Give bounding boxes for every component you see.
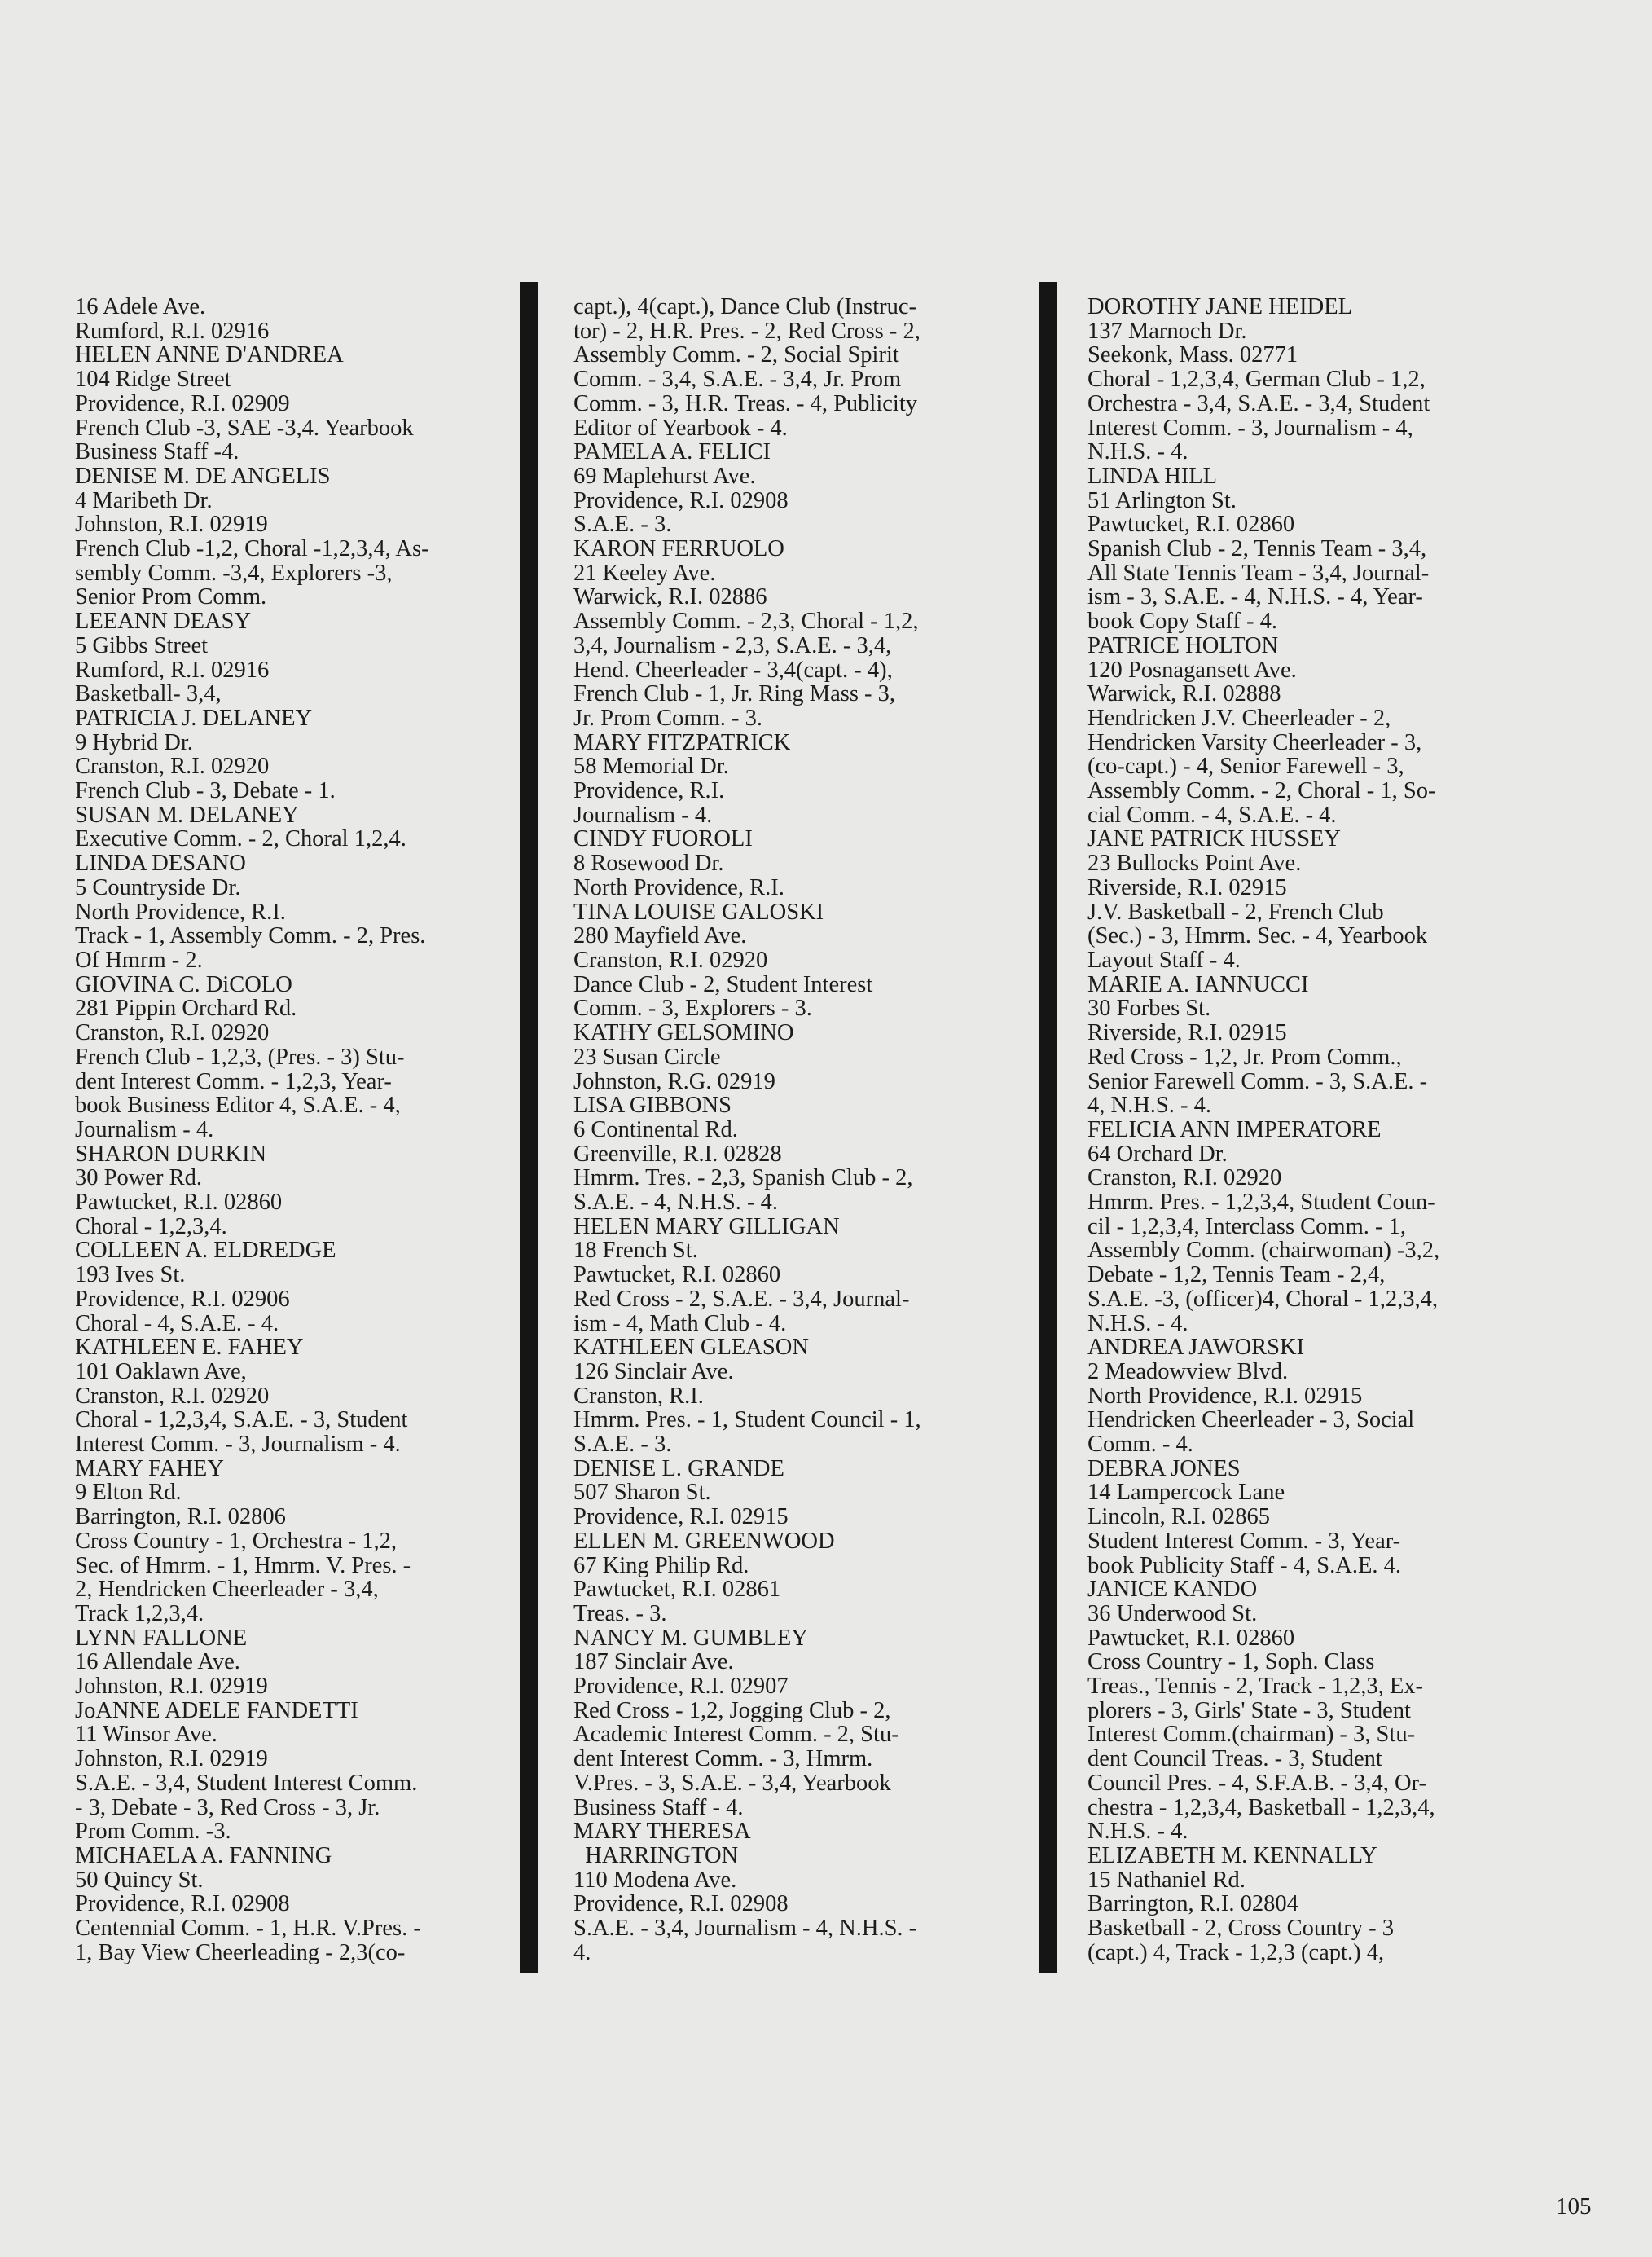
directory-line: S.A.E. - 3,4, Student Interest Comm. xyxy=(75,1770,418,1796)
directory-line: MARY FITZPATRICK xyxy=(573,729,791,755)
directory-line: Hendricken Varsity Cheerleader - 3, xyxy=(1087,729,1422,755)
directory-line: 3,4, Journalism - 2,3, S.A.E. - 3,4, xyxy=(573,632,892,658)
directory-line: North Providence, R.I. xyxy=(75,899,286,925)
directory-line: Lincoln, R.I. 02865 xyxy=(1087,1504,1271,1530)
directory-line: Riverside, R.I. 02915 xyxy=(1087,874,1287,900)
directory-line: KARON FERRUOLO xyxy=(573,536,784,562)
directory-line: 5 Gibbs Street xyxy=(75,632,209,658)
directory-line: 281 Pippin Orchard Rd. xyxy=(75,996,297,1022)
directory-line: Cranston, R.I. 02920 xyxy=(75,1020,270,1046)
directory-line: (capt.) 4, Track - 1,2,3 (capt.) 4, xyxy=(1087,1939,1385,1965)
directory-line: plorers - 3, Girls' State - 3, Student xyxy=(1087,1697,1411,1723)
directory-line: MARY FAHEY xyxy=(75,1455,224,1481)
directory-line: Comm. - 3, H.R. Treas. - 4, Publicity xyxy=(573,390,917,416)
directory-line: Providence, R.I. 02907 xyxy=(573,1674,789,1700)
directory-line: North Providence, R.I. 02915 xyxy=(1087,1383,1363,1409)
directory-line: 11 Winsor Ave. xyxy=(75,1722,217,1748)
directory-line: Hmrm. Pres. - 1, Student Council - 1, xyxy=(573,1407,921,1433)
directory-line: 16 Allendale Ave. xyxy=(75,1649,240,1675)
directory-line: Seekonk, Mass. 02771 xyxy=(1087,342,1298,368)
directory-line: SUSAN M. DELANEY xyxy=(75,802,299,828)
directory-line: book Business Editor 4, S.A.E. - 4, xyxy=(75,1093,401,1119)
directory-line: Providence, R.I. xyxy=(573,778,725,804)
directory-line: Pawtucket, R.I. 02860 xyxy=(1087,1625,1295,1651)
directory-line: 6 Continental Rd. xyxy=(573,1116,738,1142)
directory-line: Rumford, R.I. 02916 xyxy=(75,657,270,683)
directory-line: French Club - 1,2,3, (Pres. - 3) Stu- xyxy=(75,1044,405,1070)
directory-line: DENISE M. DE ANGELIS xyxy=(75,463,331,489)
directory-line: Cranston, R.I. 02920 xyxy=(75,754,270,780)
directory-line: Orchestra - 3,4, S.A.E. - 3,4, Student xyxy=(1087,390,1430,416)
directory-line: Dance Club - 2, Student Interest xyxy=(573,971,873,997)
directory-line: DEBRA JONES xyxy=(1087,1455,1241,1481)
directory-line: Interest Comm. - 3, Journalism - 4. xyxy=(75,1432,401,1458)
directory-line: LYNN FALLONE xyxy=(75,1625,248,1651)
directory-line: cial Comm. - 4, S.A.E. - 4. xyxy=(1087,802,1337,828)
directory-line: Basketball- 3,4, xyxy=(75,681,222,707)
directory-line: 4, N.H.S. - 4. xyxy=(1087,1093,1212,1119)
directory-line: 23 Bullocks Point Ave. xyxy=(1087,851,1302,877)
directory-line: dent Interest Comm. - 3, Hmrm. xyxy=(573,1746,873,1772)
directory-line: Pawtucket, R.I. 02860 xyxy=(75,1190,283,1216)
directory-line: tor) - 2, H.R. Pres. - 2, Red Cross - 2, xyxy=(573,318,920,344)
directory-line: (Sec.) - 3, Hmrm. Sec. - 4, Yearbook xyxy=(1087,923,1428,949)
directory-line: 4 Maribeth Dr. xyxy=(75,487,213,513)
directory-line: Journalism - 4. xyxy=(75,1116,214,1142)
directory-line: KATHLEEN GLEASON xyxy=(573,1335,809,1361)
directory-line: 104 Ridge Street xyxy=(75,367,231,393)
directory-line: 110 Modena Ave. xyxy=(573,1867,737,1893)
directory-line: 280 Mayfield Ave. xyxy=(573,923,747,949)
directory-line: Jr. Prom Comm. - 3. xyxy=(573,705,762,731)
directory-line: S.A.E. - 3. xyxy=(573,512,672,538)
directory-line: S.A.E. - 3. xyxy=(573,1432,672,1458)
directory-line: cil - 1,2,3,4, Interclass Comm. - 1, xyxy=(1087,1213,1407,1239)
directory-line: ism - 4, Math Club - 4. xyxy=(573,1310,787,1336)
directory-line: sembly Comm. -3,4, Explorers -3, xyxy=(75,560,393,586)
directory-line: Pawtucket, R.I. 02861 xyxy=(573,1577,781,1603)
directory-line: 16 Adele Ave. xyxy=(75,294,206,319)
directory-line: Providence, R.I. 02908 xyxy=(573,1891,789,1917)
directory-line: Choral - 1,2,3,4, German Club - 1,2, xyxy=(1087,367,1426,393)
directory-line: Cross Country - 1, Soph. Class xyxy=(1087,1649,1375,1675)
directory-line: J.V. Basketball - 2, French Club xyxy=(1087,899,1384,925)
directory-line: Treas., Tennis - 2, Track - 1,2,3, Ex- xyxy=(1087,1674,1424,1700)
directory-line: HELEN MARY GILLIGAN xyxy=(573,1213,840,1239)
directory-line: Red Cross - 1,2, Jogging Club - 2, xyxy=(573,1697,891,1723)
directory-line: 23 Susan Circle xyxy=(573,1044,721,1070)
directory-line: Cranston, R.I. xyxy=(573,1383,704,1409)
directory-line: JoANNE ADELE FANDETTI xyxy=(75,1697,358,1723)
directory-line: ELIZABETH M. KENNALLY xyxy=(1087,1843,1377,1868)
directory-line: LINDA HILL xyxy=(1087,463,1218,489)
directory-line: S.A.E. - 3,4, Journalism - 4, N.H.S. - xyxy=(573,1916,917,1942)
directory-line: Greenville, R.I. 02828 xyxy=(573,1141,782,1167)
directory-line: MICHAELA A. FANNING xyxy=(75,1843,332,1868)
directory-line: 30 Forbes St. xyxy=(1087,996,1211,1022)
directory-line: Pawtucket, R.I. 02860 xyxy=(573,1262,781,1288)
directory-line: 2, Hendricken Cheerleader - 3,4, xyxy=(75,1577,379,1603)
directory-line: Debate - 1,2, Tennis Team - 2,4, xyxy=(1087,1262,1386,1288)
directory-line: 137 Marnoch Dr. xyxy=(1087,318,1247,344)
directory-line: dent Council Treas. - 3, Student xyxy=(1087,1746,1382,1772)
directory-line: Red Cross - 1,2, Jr. Prom Comm., xyxy=(1087,1044,1402,1070)
directory-line: ELLEN M. GREENWOOD xyxy=(573,1528,835,1554)
directory-line: S.A.E. - 4, N.H.S. - 4. xyxy=(573,1190,778,1216)
directory-column-3 xyxy=(1087,295,1495,1965)
directory-line: French Club - 3, Debate - 1. xyxy=(75,778,336,804)
directory-line: MARY THERESA xyxy=(573,1819,751,1845)
directory-line: Barrington, R.I. 02804 xyxy=(1087,1891,1298,1917)
directory-line: 15 Nathaniel Rd. xyxy=(1087,1867,1246,1893)
directory-line: Providence, R.I. 02915 xyxy=(573,1504,789,1530)
directory-line: Assembly Comm. (chairwoman) -3,2, xyxy=(1087,1238,1440,1264)
directory-line: Track 1,2,3,4. xyxy=(75,1600,204,1626)
directory-line: 8 Rosewood Dr. xyxy=(573,851,724,877)
directory-line: Comm. - 3,4, S.A.E. - 3,4, Jr. Prom xyxy=(573,367,902,393)
directory-line: 5 Countryside Dr. xyxy=(75,874,241,900)
directory-line: Hend. Cheerleader - 3,4(capt. - 4), xyxy=(573,657,893,683)
directory-line: PATRICE HOLTON xyxy=(1087,632,1279,658)
directory-line: 9 Hybrid Dr. xyxy=(75,729,193,755)
directory-line: 187 Sinclair Ave. xyxy=(573,1649,734,1675)
directory-line: 50 Quincy St. xyxy=(75,1867,204,1893)
directory-line: Providence, R.I. 02908 xyxy=(75,1891,290,1917)
directory-line: Cranston, R.I. 02920 xyxy=(1087,1165,1282,1191)
directory-line: 51 Arlington St. xyxy=(1087,487,1237,513)
directory-line: N.H.S. - 4. xyxy=(1087,439,1188,465)
directory-line: Executive Comm. - 2, Choral 1,2,4. xyxy=(75,826,406,852)
directory-line: Journalism - 4. xyxy=(573,802,713,828)
directory-line: KATHY GELSOMINO xyxy=(573,1020,794,1046)
directory-line: capt.), 4(capt.), Dance Club (Instruc- xyxy=(573,294,916,319)
directory-line: Interest Comm.(chairman) - 3, Stu- xyxy=(1087,1722,1416,1748)
directory-line: Assembly Comm. - 2,3, Choral - 1,2, xyxy=(573,609,919,635)
directory-line: 101 Oaklawn Ave, xyxy=(75,1358,247,1384)
directory-line: Spanish Club - 2, Tennis Team - 3,4, xyxy=(1087,536,1427,562)
directory-line: French Club - 1, Jr. Ring Mass - 3, xyxy=(573,681,896,707)
directory-line: - 3, Debate - 3, Red Cross - 3, Jr. xyxy=(75,1794,380,1820)
directory-line: 18 French St. xyxy=(573,1238,698,1264)
directory-line: Of Hmrm - 2. xyxy=(75,947,203,973)
directory-line: S.A.E. -3, (officer)4, Choral - 1,2,3,4, xyxy=(1087,1286,1439,1312)
directory-line: Johnston, R.G. 02919 xyxy=(573,1068,775,1094)
directory-line: Riverside, R.I. 02915 xyxy=(1087,1020,1287,1046)
directory-line: LEEANN DEASY xyxy=(75,609,252,635)
directory-line: 4. xyxy=(573,1939,591,1965)
directory-line: PAMELA A. FELICI xyxy=(573,439,771,465)
directory-line: Rumford, R.I. 02916 xyxy=(75,318,270,344)
directory-line: JANICE KANDO xyxy=(1087,1577,1258,1603)
directory-line: Treas. - 3. xyxy=(573,1600,667,1626)
directory-line: 58 Memorial Dr. xyxy=(573,754,729,780)
directory-line: 30 Power Rd. xyxy=(75,1165,202,1191)
directory-line: FELICIA ANN IMPERATORE xyxy=(1087,1116,1382,1142)
directory-line: Hendricken Cheerleader - 3, Social xyxy=(1087,1407,1415,1433)
directory-line: Comm. - 3, Explorers - 3. xyxy=(573,996,812,1022)
directory-line: Cranston, R.I. 02920 xyxy=(573,947,768,973)
directory-line: GIOVINA C. DiCOLO xyxy=(75,971,292,997)
directory-line: ANDREA JAWORSKI xyxy=(1087,1335,1305,1361)
directory-line: Providence, R.I. 02906 xyxy=(75,1286,290,1312)
directory-line: 2 Meadowview Blvd. xyxy=(1087,1358,1289,1384)
directory-line: Interest Comm. - 3, Journalism - 4, xyxy=(1087,415,1413,441)
directory-line: Sec. of Hmrm. - 1, Hmrm. V. Pres. - xyxy=(75,1552,411,1578)
directory-line: LINDA DESANO xyxy=(75,851,246,877)
directory-line: COLLEEN A. ELDREDGE xyxy=(75,1238,336,1264)
directory-line: 36 Underwood St. xyxy=(1087,1600,1258,1626)
directory-line: Choral - 1,2,3,4, S.A.E. - 3, Student xyxy=(75,1407,408,1433)
directory-line: Warwick, R.I. 02888 xyxy=(1087,681,1281,707)
directory-line: French Club -3, SAE -3,4. Yearbook xyxy=(75,415,414,441)
directory-line: Providence, R.I. 02909 xyxy=(75,390,290,416)
directory-line: French Club -1,2, Choral -1,2,3,4, As- xyxy=(75,536,429,562)
directory-line: chestra - 1,2,3,4, Basketball - 1,2,3,4, xyxy=(1087,1794,1435,1820)
directory-line: All State Tennis Team - 3,4, Journal- xyxy=(1087,560,1430,586)
directory-line: 67 King Philip Rd. xyxy=(573,1552,749,1578)
directory-line: PATRICIA J. DELANEY xyxy=(75,705,313,731)
directory-line: Johnston, R.I. 02919 xyxy=(75,1674,268,1700)
directory-line: 126 Sinclair Ave. xyxy=(573,1358,734,1384)
directory-line: TINA LOUISE GALOSKI xyxy=(573,899,824,925)
column-divider-2 xyxy=(1039,282,1057,1973)
directory-line: Cross Country - 1, Orchestra - 1,2, xyxy=(75,1528,397,1554)
directory-line: 64 Orchard Dr. xyxy=(1087,1141,1228,1167)
directory-line: Providence, R.I. 02908 xyxy=(573,487,789,513)
directory-line: Warwick, R.I. 02886 xyxy=(573,584,767,610)
directory-line: Centennial Comm. - 1, H.R. V.Pres. - xyxy=(75,1916,421,1942)
directory-line: LISA GIBBONS xyxy=(573,1093,732,1119)
directory-column-2 xyxy=(573,295,986,1965)
directory-line: Business Staff - 4. xyxy=(573,1794,744,1820)
directory-line: Student Interest Comm. - 3, Year- xyxy=(1087,1528,1401,1554)
directory-line: Barrington, R.I. 02806 xyxy=(75,1504,286,1530)
directory-line: Basketball - 2, Cross Country - 3 xyxy=(1087,1916,1395,1942)
directory-line: 9 Elton Rd. xyxy=(75,1480,182,1506)
directory-line: ism - 3, S.A.E. - 4, N.H.S. - 4, Year- xyxy=(1087,584,1423,610)
directory-line: CINDY FUOROLI xyxy=(573,826,753,852)
directory-line: 69 Maplehurst Ave. xyxy=(573,463,756,489)
directory-line: Prom Comm. -3. xyxy=(75,1819,231,1845)
directory-line: Business Staff -4. xyxy=(75,439,239,465)
page-number: 105 xyxy=(1556,2193,1592,2220)
directory-column-1 xyxy=(75,295,482,1965)
directory-line: Hmrm. Pres. - 1,2,3,4, Student Coun- xyxy=(1087,1190,1435,1216)
directory-line: Pawtucket, R.I. 02860 xyxy=(1087,512,1295,538)
directory-line: Senior Prom Comm. xyxy=(75,584,267,610)
directory-line: book Publicity Staff - 4, S.A.E. 4. xyxy=(1087,1552,1402,1578)
directory-line: 120 Posnagansett Ave. xyxy=(1087,657,1297,683)
directory-line: NANCY M. GUMBLEY xyxy=(573,1625,808,1651)
directory-line: Comm. - 4. xyxy=(1087,1432,1193,1458)
directory-line: 21 Keeley Ave. xyxy=(573,560,716,586)
directory-line: Choral - 1,2,3,4. xyxy=(75,1213,227,1239)
directory-line: Johnston, R.I. 02919 xyxy=(75,512,268,538)
directory-line: 507 Sharon St. xyxy=(573,1480,711,1506)
directory-line: Layout Staff - 4. xyxy=(1087,947,1241,973)
directory-line: KATHLEEN E. FAHEY xyxy=(75,1335,304,1361)
directory-line: (co-capt.) - 4, Senior Farewell - 3, xyxy=(1087,754,1404,780)
directory-line: HARRINGTON xyxy=(573,1843,739,1868)
directory-line: book Copy Staff - 4. xyxy=(1087,609,1278,635)
directory-line: SHARON DURKIN xyxy=(75,1141,267,1167)
directory-line: Red Cross - 2, S.A.E. - 3,4, Journal- xyxy=(573,1286,910,1312)
directory-line: Choral - 4, S.A.E. - 4. xyxy=(75,1310,279,1336)
directory-line: 14 Lampercock Lane xyxy=(1087,1480,1285,1506)
column-divider-1 xyxy=(520,282,538,1973)
directory-line: Assembly Comm. - 2, Choral - 1, So- xyxy=(1087,778,1436,804)
directory-line: N.H.S. - 4. xyxy=(1087,1819,1188,1845)
directory-line: V.Pres. - 3, S.A.E. - 3,4, Yearbook xyxy=(573,1770,891,1796)
directory-line: Academic Interest Comm. - 2, Stu- xyxy=(573,1722,899,1748)
directory-line: N.H.S. - 4. xyxy=(1087,1310,1188,1336)
directory-line: Senior Farewell Comm. - 3, S.A.E. - xyxy=(1087,1068,1428,1094)
directory-line: dent Interest Comm. - 1,2,3, Year- xyxy=(75,1068,392,1094)
directory-line: Editor of Yearbook - 4. xyxy=(573,415,788,441)
directory-line: MARIE A. IANNUCCI xyxy=(1087,971,1309,997)
directory-line: HELEN ANNE D'ANDREA xyxy=(75,342,344,368)
directory-line: North Providence, R.I. xyxy=(573,874,784,900)
directory-line: Council Pres. - 4, S.F.A.B. - 3,4, Or- xyxy=(1087,1770,1426,1796)
directory-line: Cranston, R.I. 02920 xyxy=(75,1383,270,1409)
directory-line: DENISE L. GRANDE xyxy=(573,1455,784,1481)
directory-line: Hendricken J.V. Cheerleader - 2, xyxy=(1087,705,1391,731)
directory-line: 1, Bay View Cheerleading - 2,3(co- xyxy=(75,1939,406,1965)
directory-line: Johnston, R.I. 02919 xyxy=(75,1746,268,1772)
directory-line: JANE PATRICK HUSSEY xyxy=(1087,826,1341,852)
directory-line: Hmrm. Tres. - 2,3, Spanish Club - 2, xyxy=(573,1165,913,1191)
directory-line: Track - 1, Assembly Comm. - 2, Pres. xyxy=(75,923,426,949)
directory-line: Assembly Comm. - 2, Social Spirit xyxy=(573,342,899,368)
directory-line: DOROTHY JANE HEIDEL xyxy=(1087,294,1353,319)
directory-line: 193 Ives St. xyxy=(75,1262,186,1288)
